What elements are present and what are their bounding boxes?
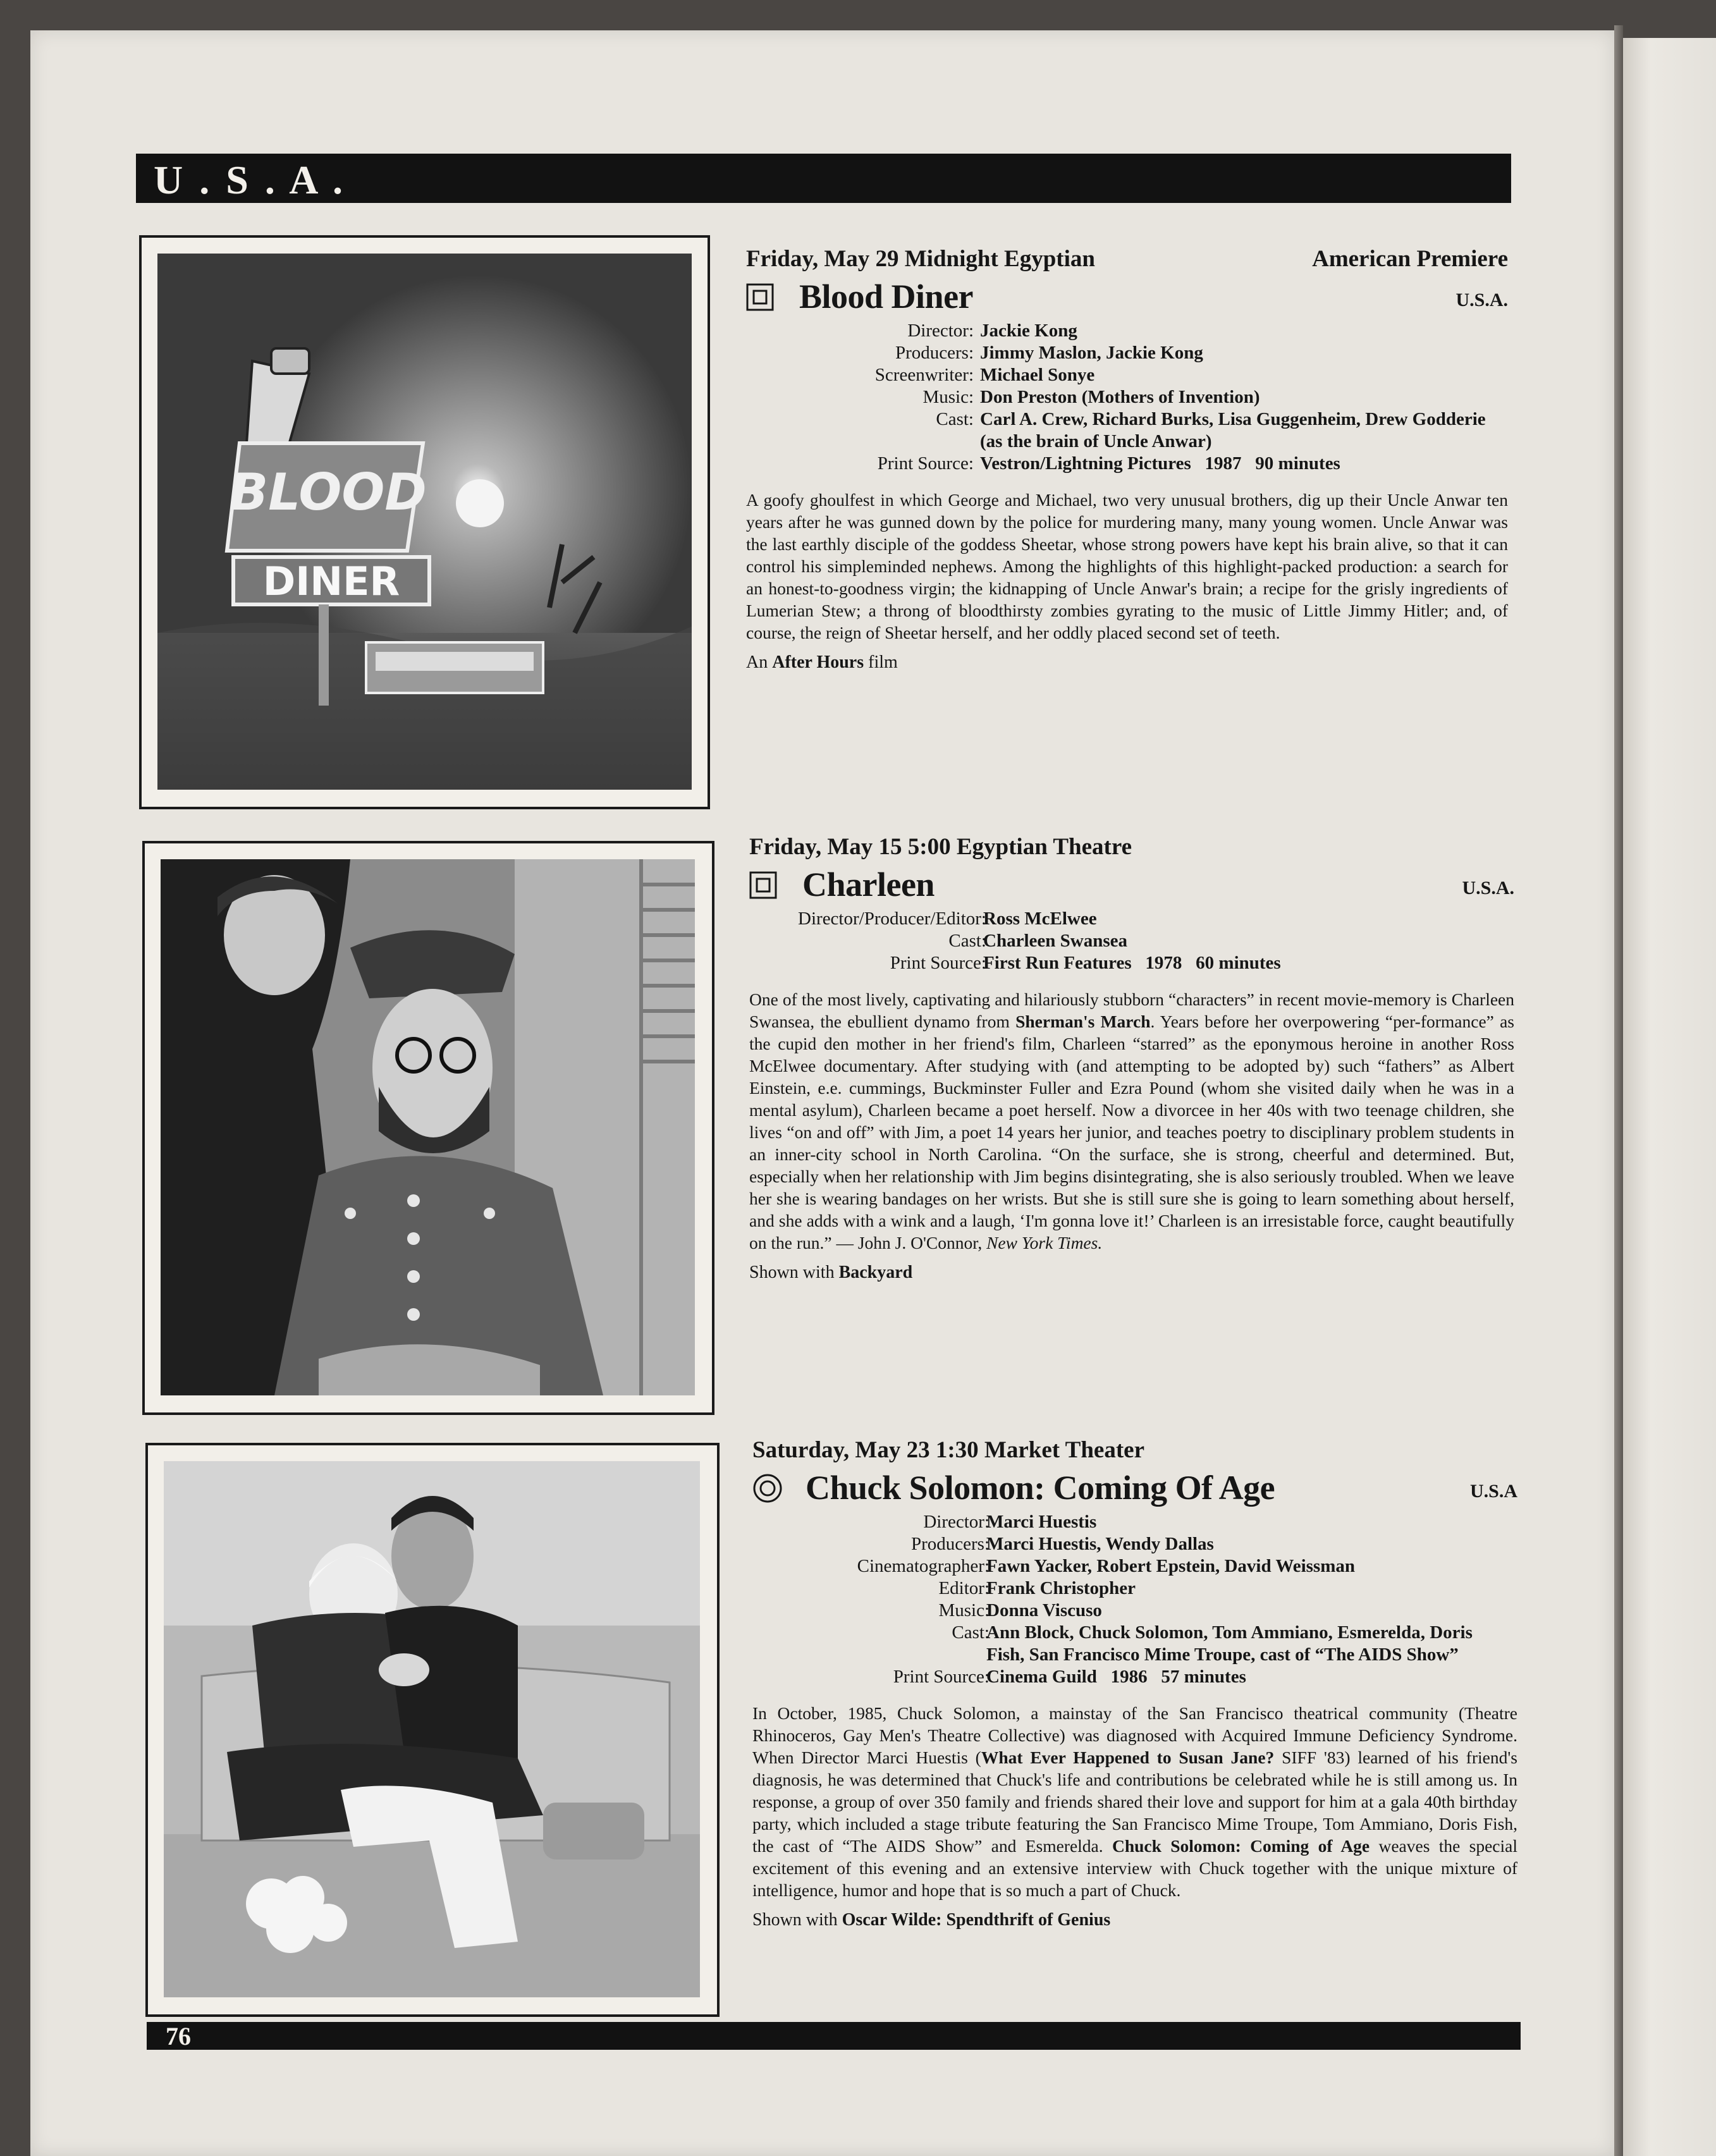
film-title: Chuck Solomon: Coming Of Age: [806, 1469, 1275, 1507]
charleen-still-photo: [161, 859, 695, 1395]
credit-label: Music:: [938, 1600, 990, 1620]
credit-label: Cast:: [948, 931, 986, 951]
credit-value: Vestron/Lightning Pictures 1987 90 minutes: [980, 453, 1340, 474]
synopsis: A goofy ghoulfest in which George and Michael, two very unusual brothers, dig up their Uncle Anwar ten years after he was gunned down by the police for murdering many, many young women. Uncle Anwar was the last earthly disciple of the goddess Sheetar, whose strong powers have kept his brain alive, so that it can control his simpleminded nephews. Among the highlights of this highlight-packed production: a search for an honest-to-goodness virgin; the kidnapping of Uncle Anwar's brain; a recipe for the grisly ingredients of Lumerian Stew; a throng of bloodthirsty zombies gyrating to the music of Little Jimmy Hitler; and, of course, the reign of Sheetar herself, and her oddly placed second set of teeth.: [746, 490, 1508, 642]
credits-list: [746, 320, 1508, 475]
credit-value: First Run Features 1978 60 minutes: [983, 953, 1281, 973]
credit-label: Producers:: [910, 1534, 990, 1554]
synopsis-text: SIFF '83) learned of his friend's diagnosis, he was determined that Chuck's life and contributions be celebrated while he is still among us. In response, a group of over 350 family and friends shared their love and support for him at a gala 40th birthday party, which included a stage tribute featuring the San Francisco Mime Troupe, Tom Ammiano, Doris Fish, the cast of “The AIDS Show” and Esmerelda.: [752, 1748, 1517, 1856]
film-title: Blood Diner: [799, 278, 974, 315]
film-note: [746, 652, 1508, 673]
credit-label: Music:: [922, 387, 974, 407]
credit-value: Michael Sonye: [980, 365, 1095, 385]
film-title: Charleen: [802, 866, 935, 903]
credit-value: Frank Christopher: [986, 1578, 1136, 1598]
square-icon: [746, 283, 774, 311]
credit-label: Cast:: [952, 1622, 990, 1643]
photo-frame-charleen: [142, 841, 714, 1415]
credit-value: Ross McElwee: [983, 909, 1097, 929]
chuck-solomon-still-photo: [164, 1461, 700, 1997]
credit-label: Director:: [923, 1512, 990, 1532]
credit-label: Screenwriter:: [874, 365, 974, 385]
poster-title-blood: BLOOD: [230, 463, 427, 522]
credit-value: Don Preston (Mothers of Invention): [980, 387, 1260, 407]
shown-with-note: [752, 1910, 1517, 1930]
square-icon: [749, 871, 777, 899]
credit-label: Director/Producer/Editor:: [798, 909, 986, 929]
synopsis-text: weaves the special excitement of this evening and an extensive interview with Chuck together with the unique mixture of intelligence, humor and hope that is so much a part of Chuck.: [752, 1836, 1517, 1900]
credit-value: Marci Huestis, Wendy Dallas: [986, 1534, 1214, 1554]
credits-list: [752, 1511, 1517, 1688]
poster-title-diner: DINER: [262, 558, 400, 604]
credit-value: Jackie Kong: [980, 321, 1077, 341]
double-circle-icon: [752, 1473, 783, 1504]
poster-frame-blood-diner: [139, 235, 710, 809]
synopsis-text: In October, 1985, Chuck Solomon, a mainstay of the San Francisco theatrical community (Theatre Rhinoceros, Gay Men's Theatre Collective) was diagnosed with Acquired Immune Deficiency Syndrome. When Director Marci Huestis (: [752, 1703, 1517, 1767]
shown-with-note: [749, 1263, 1514, 1283]
shown-with-prefix: Shown with: [749, 1263, 839, 1282]
shown-with-title: Backyard: [838, 1263, 913, 1282]
facing-page-edge: [1622, 38, 1716, 2156]
section-title: U . S . A .: [154, 157, 346, 202]
country-label: U.S.A.: [1456, 290, 1508, 310]
blood-diner-poster: [157, 254, 692, 790]
credit-label: Director:: [907, 321, 974, 341]
section-header-bar: [136, 154, 1511, 203]
credit-label: Print Source:: [890, 953, 986, 973]
credit-label: Cast:: [936, 409, 974, 429]
schedule-line: Friday, May 15 5:00 Egyptian Theatre: [749, 834, 1132, 860]
credit-label: Editor:: [938, 1578, 990, 1598]
film-note-suffix: film: [864, 652, 898, 672]
country-label: U.S.A.: [1462, 878, 1514, 898]
binding-gutter: [1614, 25, 1623, 2156]
credit-label: Producers:: [895, 343, 974, 363]
credit-label: Print Source:: [877, 453, 974, 474]
synopsis-text: One of the most lively, captivating and hilariously stubborn “characters” in recent movie-memory is Charleen Swansea, the ebullient dynamo from: [749, 989, 1514, 1031]
entry-blood-diner: [746, 245, 1508, 673]
shown-with-prefix: Shown with: [752, 1910, 842, 1930]
synopsis-text: . Years before her overpowering “per-formance” as the cupid den mother in her friend's film, Charleen “starred” as the eponymous heroine in another Ross McElwee documentary. After studying with (and attempting to be adopted by) such “fathers” as Albert Einstein, e.e. cummings, Buckminster Fuller and Ezra Pound (whom she visited daily when he was in a mental asylum), Charleen became a poet herself. Now a divorcee in her 40s with two teenage children, she lives “on and off” with Jim, a poet 14 years her junior, and teaches poetry to disciplinary problem students in an inner-city school in North Carolina. “On the surface, she is strong, cheerful and determined. But, especially when her relationship with Jim begins disintegrating, she is also seriously troubled. When we leave her she is wearing bandages on her wrists. But she is still sure she is going to learn something about herself, and she adds with a wink and a laugh, ‘I'm gonna love it!’ Charleen is an irresistable force, caught beautifully on the run.” — John J. O'Connor,: [749, 1012, 1514, 1253]
shown-with-title: Oscar Wilde: Spendthrift of Genius: [842, 1910, 1111, 1930]
film-reference: What Ever Happened to Susan Jane?: [981, 1748, 1275, 1767]
synopsis: [749, 988, 1514, 1254]
synopsis: [752, 1702, 1517, 1901]
credit-value: Jimmy Maslon, Jackie Kong: [980, 343, 1203, 363]
credit-label: Cinematographer:: [857, 1556, 990, 1576]
credit-value: Fawn Yacker, Robert Epstein, David Weissman: [986, 1556, 1356, 1576]
credit-value: Ann Block, Chuck Solomon, Tom Ammiano, Esmerelda, Doris Fish, San Francisco Mime Troupe, cast of “The AIDS Show”: [986, 1622, 1473, 1665]
premiere-badge: American Premiere: [1312, 246, 1508, 272]
schedule-line: Friday, May 29 Midnight Egyptian: [746, 246, 1095, 272]
film-reference: Chuck Solomon: Coming of Age: [1112, 1836, 1370, 1856]
credit-value: Donna Viscuso: [986, 1600, 1102, 1620]
entry-charleen: [749, 833, 1514, 1283]
film-note-prefix: An: [746, 652, 773, 672]
photo-frame-chuck-solomon: [145, 1443, 720, 2017]
schedule-line: Saturday, May 23 1:30 Market Theater: [752, 1437, 1145, 1463]
credit-value: Carl A. Crew, Richard Burks, Lisa Guggenheim, Drew Godderie (as the brain of Uncle Anwar): [980, 409, 1486, 451]
film-reference: Sherman's March: [1015, 1012, 1151, 1031]
credits-list: [749, 908, 1514, 974]
credit-label: Print Source:: [893, 1667, 990, 1687]
credit-value: Charleen Swansea: [983, 931, 1127, 951]
entry-chuck-solomon: [752, 1436, 1517, 1930]
page-number: 76: [166, 2022, 191, 2050]
source-citation: New York Times.: [986, 1233, 1103, 1253]
film-note-label: After Hours: [772, 652, 864, 672]
country-label: U.S.A: [1469, 1481, 1517, 1502]
credit-value: Marci Huestis: [986, 1512, 1097, 1532]
credit-value: Cinema Guild 1986 57 minutes: [986, 1667, 1246, 1687]
page-footer-bar: [147, 2022, 1521, 2050]
